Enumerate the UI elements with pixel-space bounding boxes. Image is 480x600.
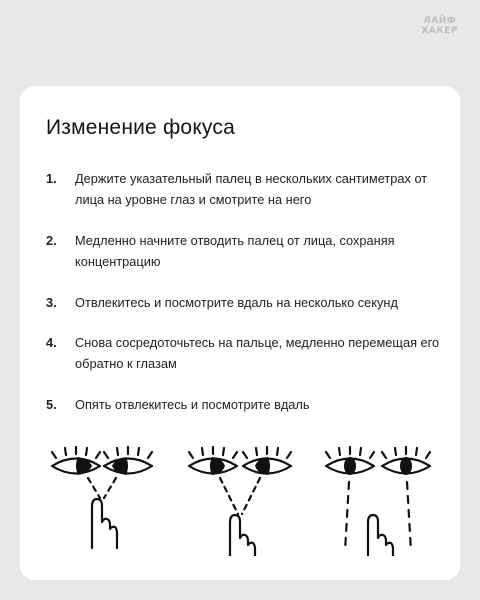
step-number: 5. bbox=[46, 397, 57, 412]
eyes-converging-on-near-finger-icon bbox=[52, 447, 152, 548]
eyes-looking-into-distance-icon bbox=[326, 447, 430, 556]
step-item bbox=[46, 332, 446, 374]
logo-line-1: ЛАЙФ bbox=[423, 16, 457, 26]
step-item bbox=[46, 394, 446, 415]
step-number: 4. bbox=[46, 335, 57, 350]
step-item bbox=[46, 292, 446, 313]
step-item bbox=[46, 168, 446, 210]
step-text: Держите указательный палец в нескольких сантиметрах от лица на уровне глаз и смотрите на него bbox=[75, 171, 428, 207]
eyes-converging-on-finger-icon bbox=[189, 447, 291, 556]
step-number: 2. bbox=[46, 233, 57, 248]
card-title: Изменение фокуса bbox=[46, 116, 235, 139]
lifehacker-logo bbox=[421, 16, 458, 36]
instruction-card bbox=[20, 86, 460, 580]
step-text: Снова сосредоточьтесь на пальце, медленно перемещая его обратно к глазам bbox=[75, 335, 440, 371]
step-item bbox=[46, 230, 446, 272]
step-number: 1. bbox=[46, 171, 57, 186]
eye-focus-illustration bbox=[20, 436, 460, 556]
step-text: Опять отвлекитесь и посмотрите вдаль bbox=[75, 397, 310, 412]
step-text: Медленно начните отводить палец от лица, сохраняя концентрацию bbox=[75, 233, 395, 269]
steps-list bbox=[46, 168, 446, 435]
step-text: Отвлекитесь и посмотрите вдаль на несколько секунд bbox=[75, 295, 398, 310]
step-number: 3. bbox=[46, 295, 57, 310]
logo-line-2: ХАКЕР bbox=[421, 26, 458, 36]
